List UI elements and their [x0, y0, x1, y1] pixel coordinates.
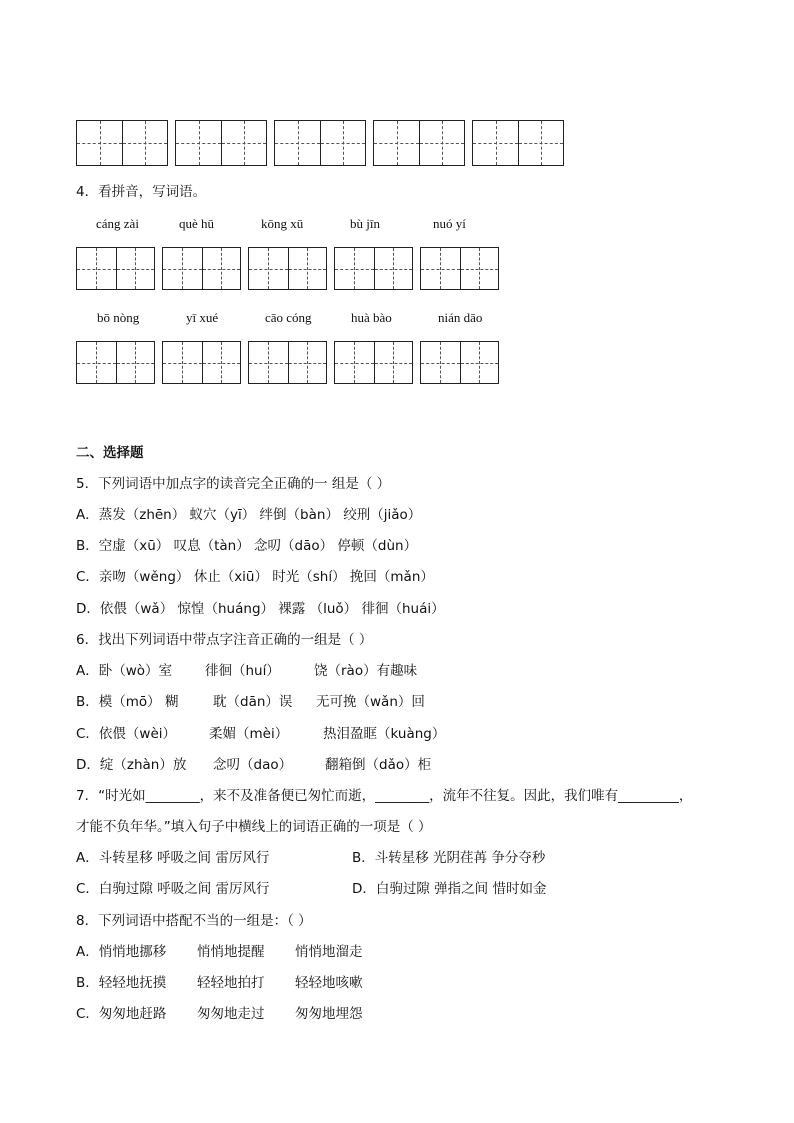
pinyin-label: nuó yí [433, 216, 466, 231]
q7-stem-line2: 才能不负年华。”填入句子中横线上的词语正确的一项是（ ） [76, 819, 432, 835]
q8-option-a-word[interactable]: A．悄悄地挪移 [76, 944, 167, 960]
q6-option-b-word[interactable]: B．模（mō） 糊 [76, 694, 179, 710]
answer-grid[interactable] [76, 247, 155, 290]
q6-option-a-word[interactable]: 饶（rào）有趣味 [314, 663, 418, 679]
answer-grid[interactable] [162, 247, 241, 290]
pinyin-label: bù jīn [350, 216, 380, 231]
section-title: 二、选择题 [76, 445, 144, 461]
q5-stem: 5．下列词语中加点字的读音完全正确的一 组是（ ） [76, 476, 391, 492]
q8-option-c-word[interactable]: 匆匆地走过 [197, 1006, 265, 1022]
answer-grid[interactable] [248, 341, 327, 384]
q6-option-a-word[interactable]: A．卧（wò）室 [76, 663, 173, 679]
q7-option-a[interactable]: A．斗转星移 呼吸之间 雷厉风行 [76, 850, 270, 866]
pinyin-label: cáng zài [96, 216, 139, 231]
answer-grid[interactable] [420, 341, 499, 384]
q6-option-c-word[interactable]: 热泪盈眶（kuàng） [323, 726, 446, 742]
q5-option-d[interactable]: D．依偎（wǎ） 惊惶（huáng） 裸露 （luǒ） 徘徊（huái） [76, 601, 445, 617]
answer-grid[interactable] [420, 247, 499, 290]
q6-option-c-word[interactable]: 柔媚（mèi） [209, 726, 289, 742]
q7-option-c[interactable]: C．白驹过隙 呼吸之间 雷厉风行 [76, 881, 270, 897]
pinyin-label: cāo cóng [265, 310, 312, 325]
q6-stem: 6．找出下列词语中带点字注音正确的一组是（ ） [76, 632, 373, 648]
answer-grid[interactable] [162, 341, 241, 384]
writing-grid[interactable] [472, 120, 564, 166]
writing-grid[interactable] [274, 120, 366, 166]
answer-grid[interactable] [334, 247, 413, 290]
q6-option-c-word[interactable]: C．依偎（wèi） [76, 726, 177, 742]
q8-option-b-word[interactable]: B．轻轻地抚摸 [76, 975, 167, 991]
q6-option-d-word[interactable]: 念叨（dao） [213, 757, 293, 773]
answer-grid[interactable] [334, 341, 413, 384]
q5-option-b[interactable]: B．空虚（xū） 叹息（tàn） 念叨（dāo） 停顿（dùn） [76, 538, 418, 554]
pinyin-label: yī xué [186, 310, 219, 325]
q4-title: 4．看拼音，写词语。 [76, 184, 207, 200]
q7-option-b[interactable]: B．斗转星移 光阴荏苒 争分夺秒 [352, 850, 546, 866]
pinyin-label: kōng xū [261, 216, 304, 231]
q6-option-d-word[interactable]: D．绽（zhàn）放 [76, 757, 187, 773]
pinyin-label: bō nòng [97, 310, 140, 325]
answer-grid[interactable] [76, 341, 155, 384]
q5-option-a[interactable]: A．蒸发（zhēn） 蚁穴（yī） 绊倒（bàn） 绞刑（jiǎo） [76, 507, 422, 523]
q8-option-b-word[interactable]: 轻轻地拍打 [197, 975, 265, 991]
pinyin-label: nián dāo [438, 310, 483, 325]
answer-grid[interactable] [248, 247, 327, 290]
q7-stem-line1: 7．“时光如________，来不及准备便已匆忙而逝，________，流年不往复。因此，我们唯有_________， [76, 788, 693, 804]
writing-grid[interactable] [373, 120, 465, 166]
q6-option-b-word[interactable]: 耽（dān）误 [213, 694, 293, 710]
q6-option-b-word[interactable]: 无可挽（wǎn）回 [316, 694, 425, 710]
writing-grid[interactable] [175, 120, 267, 166]
q8-option-c-word[interactable]: 匆匆地埋怨 [295, 1006, 363, 1022]
q5-option-c[interactable]: C．亲吻（wěng） 休止（xiū） 时光（shí） 挽回（mǎn） [76, 569, 434, 585]
q7-option-d[interactable]: D．白驹过隙 弹指之间 惜时如金 [352, 881, 547, 897]
pinyin-label: què hū [179, 216, 215, 231]
q8-option-a-word[interactable]: 悄悄地提醒 [197, 944, 265, 960]
q6-option-d-word[interactable]: 翻箱倒（dǎo）柜 [325, 757, 432, 773]
q8-option-b-word[interactable]: 轻轻地咳嗽 [295, 975, 363, 991]
pinyin-label: huà bào [351, 310, 392, 325]
q8-option-a-word[interactable]: 悄悄地溜走 [295, 944, 363, 960]
q6-option-a-word[interactable]: 徘徊（huí） [205, 663, 280, 679]
q8-stem: 8．下列词语中搭配不当的一组是：（ ） [76, 913, 312, 929]
q8-option-c-word[interactable]: C．匆匆地赶路 [76, 1006, 167, 1022]
writing-grid[interactable] [76, 120, 168, 166]
